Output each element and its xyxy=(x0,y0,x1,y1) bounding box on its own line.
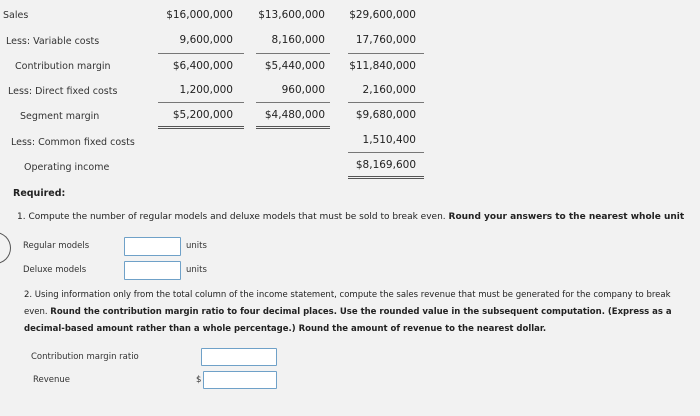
row-label-contribution-margin: Contribution margin xyxy=(15,61,111,72)
regular-models-label: Regular models xyxy=(23,241,90,251)
underline-variable-deluxe xyxy=(256,53,330,54)
row-label-common-fixed-costs: Less: Common fixed costs xyxy=(11,137,135,148)
underline-variable-regular xyxy=(158,53,244,54)
double-underline-segment-regular xyxy=(158,126,244,129)
row-label-direct-fixed-costs: Less: Direct fixed costs xyxy=(8,86,118,97)
cell-sales-regular: $16,000,000 xyxy=(166,9,233,21)
cell-sales-deluxe: $13,600,000 xyxy=(258,9,325,21)
regular-models-input[interactable] xyxy=(124,237,181,256)
question-1-text xyxy=(17,212,684,222)
cell-cm-regular: $6,400,000 xyxy=(172,60,233,72)
cell-variable-total: 17,760,000 xyxy=(355,34,416,46)
deluxe-models-input[interactable] xyxy=(124,261,181,280)
cell-direct-fixed-total: 2,160,000 xyxy=(362,84,416,96)
cell-segment-regular: $5,200,000 xyxy=(172,109,233,121)
deluxe-models-label: Deluxe models xyxy=(23,265,87,275)
revenue-dollar-sign: $ xyxy=(196,375,202,385)
row-label-operating-income: Operating income xyxy=(24,162,110,173)
cell-segment-deluxe: $4,480,000 xyxy=(264,109,325,121)
underline-direct-fixed-deluxe xyxy=(256,102,330,103)
question-1-bold: Round your answers to the nearest whole unit xyxy=(448,212,685,222)
cell-variable-regular: 9,600,000 xyxy=(179,34,233,46)
cell-direct-fixed-deluxe: 960,000 xyxy=(281,84,325,96)
question-2-bold: Round the contribution margin ratio to four decimal places. Use the rounded value in the subsequent computation. (Express as a decimal-based amount rather than a whole percentage.) Round the amount of revenue to the nearest dollar. xyxy=(24,307,672,334)
required-heading: Required: xyxy=(13,188,66,199)
question-1-prefix: 1. Compute the number of regular models and deluxe models that must be sold to break even. xyxy=(17,212,446,222)
question-2-text1: 2. Using information only from the total column of the income statement, compute the sales revenue that must be generated for the company to break even. xyxy=(24,290,671,317)
underline-direct-fixed-total xyxy=(348,102,424,103)
selection-bracket-icon xyxy=(0,232,11,264)
cell-operating-income-total: $8,169,600 xyxy=(355,159,416,171)
row-label-segment-margin: Segment margin xyxy=(20,111,100,122)
cell-segment-total: $9,680,000 xyxy=(355,109,416,121)
row-label-sales: Sales xyxy=(3,10,29,21)
cell-variable-deluxe: 8,160,000 xyxy=(271,34,325,46)
cell-cm-total: $11,840,000 xyxy=(349,60,416,72)
underline-common-fixed-total xyxy=(348,152,424,153)
cell-cm-deluxe: $5,440,000 xyxy=(264,60,325,72)
question-2-text xyxy=(24,287,694,338)
deluxe-models-unit: units xyxy=(186,265,207,275)
double-underline-segment-deluxe xyxy=(256,126,330,129)
revenue-input[interactable] xyxy=(203,371,277,389)
contribution-margin-ratio-label: Contribution margin ratio xyxy=(31,352,139,362)
cell-common-fixed-total: 1,510,400 xyxy=(362,134,416,146)
row-label-variable-costs: Less: Variable costs xyxy=(6,36,100,47)
contribution-margin-ratio-input[interactable] xyxy=(201,348,277,366)
underline-variable-total xyxy=(348,53,424,54)
regular-models-unit: units xyxy=(186,241,207,251)
cell-direct-fixed-regular: 1,200,000 xyxy=(179,84,233,96)
cell-sales-total: $29,600,000 xyxy=(349,9,416,21)
revenue-label: Revenue xyxy=(33,375,71,385)
underline-direct-fixed-regular xyxy=(158,102,244,103)
double-underline-operating-income xyxy=(348,176,424,179)
